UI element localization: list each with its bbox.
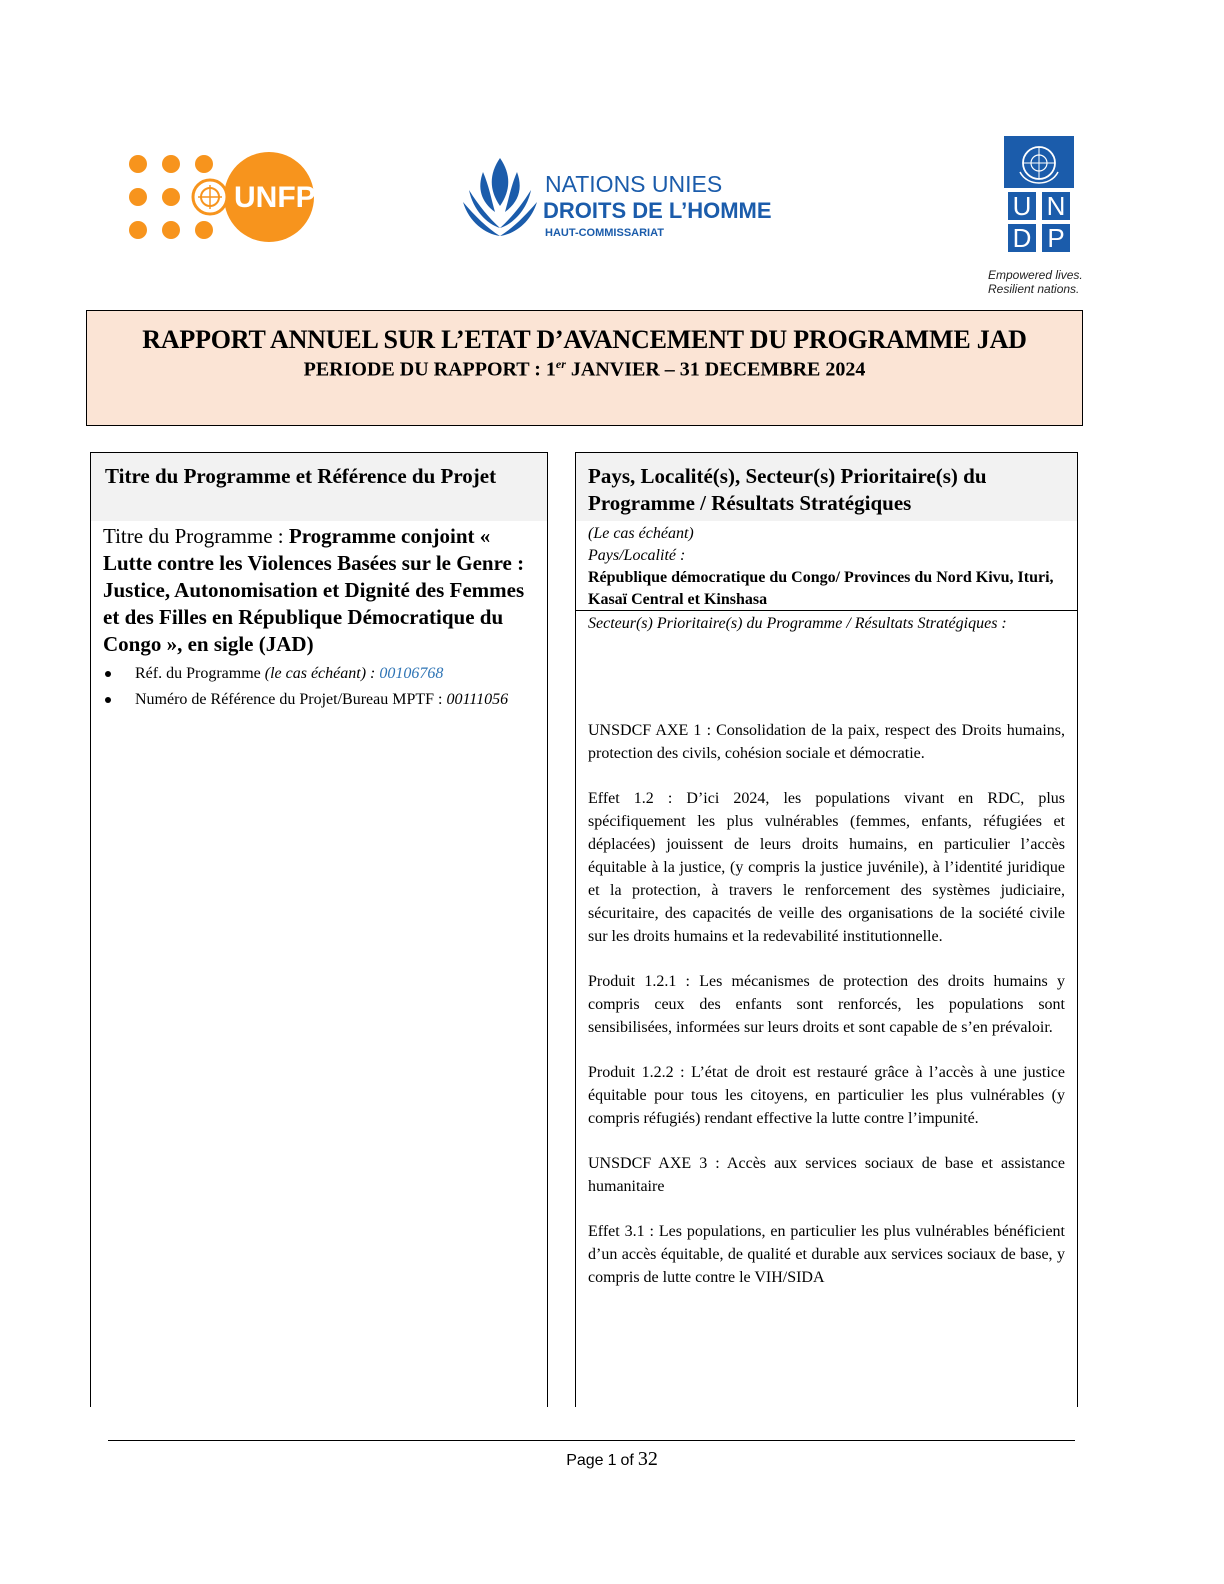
- footer-divider: [108, 1440, 1075, 1441]
- paragraph: Effet 3.1 : Les populations, en particulier les plus vulnérables bénéficient d’un accès équitable, de qualité et durable aux services sociaux de base, y compris de lutte contre le VIH/SIDA: [588, 1223, 1065, 1286]
- of-word: of: [620, 1452, 634, 1469]
- priority-sectors-block: [576, 611, 1077, 1289]
- undp-logo: [1004, 136, 1074, 256]
- paragraph: Produit 1.2.2 : L’état de droit est restauré grâce à l’accès à une justice équitable pour tous les citoyens, en particulier les plus vulnérables (y compris réfugiés) rendant effective la lutte contre l’impunité.: [588, 1064, 1065, 1127]
- country-sector-section: [575, 452, 1078, 1407]
- undp-tagline-1: Empowered lives.: [988, 268, 1083, 282]
- paragraph: Produit 1.2.1 : Les mécanismes de protection des droits humains y compris ceux des enfants sont renforcés, les populations sont sensibilisées, informées sur leurs droits et sont capable de s’en prévaloir.: [588, 973, 1065, 1036]
- program-ref-note: (le cas échéant) :: [264, 665, 376, 682]
- page-total: 32: [637, 1448, 658, 1470]
- program-title-body: [91, 521, 547, 710]
- report-title-box: [86, 310, 1083, 426]
- undp-tagline: [988, 268, 1098, 296]
- ohchr-line3: HAUT-COMMISSARIAT: [545, 227, 664, 239]
- program-title-label: Titre du Programme :: [103, 524, 289, 548]
- program-title-value: Programme conjoint « Lutte contre les Violences Basées sur le Genre : Justice, Autonomisation et Dignité des Femmes et des Filles en République Démocratique du Congo », en sigle (JAD): [103, 524, 525, 656]
- undp-letter-n: N: [1042, 192, 1070, 220]
- bullet-icon: [105, 671, 111, 677]
- program-title-heading: Titre du Programme et Référence du Projet: [91, 453, 547, 521]
- list-item: [103, 664, 533, 684]
- undp-letter-u: U: [1008, 192, 1036, 220]
- page-number: 1: [607, 1452, 617, 1469]
- sector-label: Secteur(s) Prioritaire(s) du Programme / Résultats Stratégiques :: [588, 615, 1007, 632]
- reference-list: [103, 664, 533, 710]
- unfpa-logo: [124, 150, 336, 250]
- ohchr-line1: NATIONS UNIES: [545, 171, 723, 197]
- page-footer: [0, 1448, 1224, 1471]
- list-item: [103, 690, 533, 710]
- undp-letter-d: D: [1008, 224, 1036, 252]
- report-period: [87, 357, 1082, 382]
- undp-tagline-2: Resilient nations.: [988, 282, 1080, 296]
- un-emblem-icon: [1014, 142, 1064, 184]
- ohchr-logo: [455, 150, 772, 250]
- undp-letter-p: P: [1042, 224, 1070, 252]
- report-period-suffix: JANVIER – 31 DECEMBRE 2024: [565, 358, 866, 381]
- report-period-prefix: PERIODE DU RAPPORT : 1: [303, 358, 556, 381]
- country-label: Pays/Localité :: [588, 547, 686, 564]
- program-ref-label: Réf. du Programme: [135, 665, 265, 682]
- country-value: République démocratique du Congo/ Provinces du Nord Kivu, Ituri, Kasaï Central et Kinshasa: [588, 569, 1054, 608]
- paragraph: Effet 1.2 : D’ici 2024, les populations vivant en RDC, plus spécifiquement les plus vulnérables (femmes, enfants, réfugiées et déplacées) jouissent de leurs droits humains, en particulier l’accès équitable à la justice, (y compris la justice juvénile), à l’identité juridique et la protection, à travers le renforcement des systèmes judiciaire, sécuritaire, des capacités de veille des organisations de la société civile sur les droits humains et la redevabilité institutionnelle.: [588, 790, 1065, 945]
- program-title-section: [90, 452, 548, 1407]
- bullet-icon: [105, 697, 111, 703]
- program-ref-value: 00106768: [375, 665, 444, 682]
- report-title: RAPPORT ANNUEL SUR L’ETAT D’AVANCEMENT DU PROGRAMME JAD: [142, 325, 1027, 354]
- country-locality-block: [576, 521, 1077, 611]
- report-period-sup: er: [555, 357, 566, 371]
- paragraph: UNSDCF AXE 3 : Accès aux services sociaux de base et assistance humanitaire: [588, 1155, 1065, 1195]
- project-ref-label: Numéro de Référence du Projet/Bureau MPTF :: [135, 691, 447, 708]
- ohchr-line2: DROITS DE L’HOMME: [543, 198, 772, 223]
- paragraph: UNSDCF AXE 1 : Consolidation de la paix, respect des Droits humains, protection des civils, cohésion sociale et démocratie.: [588, 722, 1065, 762]
- project-ref-value: 00111056: [446, 691, 509, 708]
- country-sector-heading: Pays, Localité(s), Secteur(s) Prioritaire(s) du Programme / Résultats Stratégiques: [576, 453, 1077, 521]
- unfpa-logo-text: UNFPA: [234, 181, 336, 214]
- applicable-note: (Le cas échéant): [588, 525, 694, 542]
- page-word: Page: [566, 1452, 604, 1469]
